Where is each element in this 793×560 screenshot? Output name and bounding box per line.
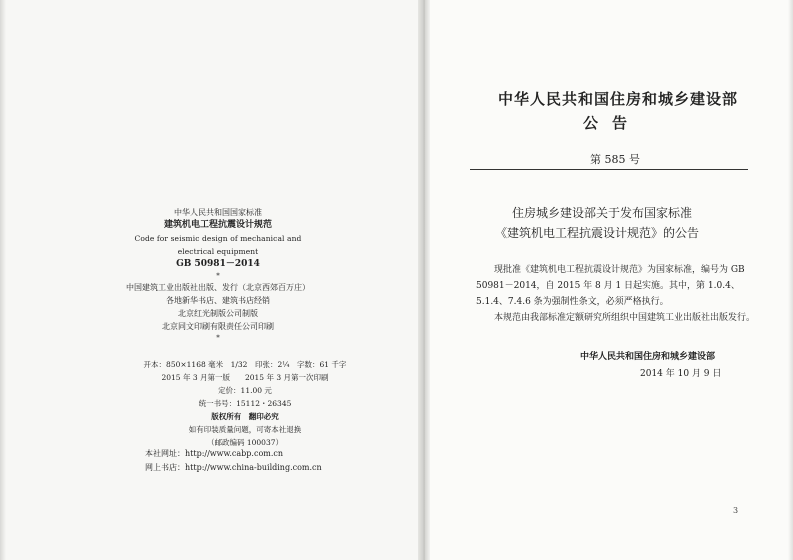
notice-title: 公告 (583, 114, 642, 132)
standard-code: GB 50981－2014 (176, 259, 260, 269)
body-paragraph-2: 本规范由我部标准定额研究所组织中国建筑工业出版社出版发行。 (494, 313, 756, 323)
format-line: 开本：850×1168 毫米 1/32 印张：2¼ 字数：61 千字 (143, 360, 347, 369)
standard-series: 中华人民共和国国家标准 (174, 208, 262, 217)
online-store-link[interactable]: 网上书店：http://www.china-building.com.cn (145, 463, 322, 472)
publisher-line: 中国建筑工业出版社出版、发行（北京西郊百万庄） (126, 283, 310, 292)
signature-organization: 中华人民共和国住房和城乡建设部 (580, 352, 716, 362)
standard-title-en-2: electrical equipment (177, 247, 259, 256)
notice-subject-line2: 《建筑机电工程抗震设计规范》的公告 (495, 226, 700, 240)
page-number: 3 (733, 506, 739, 515)
edition-line: 2015 年 3 月第一版 2015 年 3 月第一次印刷 (161, 373, 329, 382)
book-number-line: 统一书号：15112・26345 (198, 399, 292, 408)
quality-line: 如有印装质量问题，可寄本社退换 (188, 425, 302, 434)
separator-star: * (216, 272, 220, 280)
distribution-line: 各地新华书店、建筑书店经销 (166, 296, 270, 305)
colophon-block (118, 206, 318, 343)
signature-date: 2014 年 10 月 9 日 (640, 369, 722, 379)
separator-star: * (216, 334, 220, 342)
page-edge-shadow (0, 0, 6, 560)
body-paragraph-1: 现批准《建筑机电工程抗震设计规范》为国家标准，编号为 GB 50981－2014，自 2015 年 8 月 1 日起实施。其中，第 1.0.4、5.1.4、7.4.6 条为强制性条文，必须严格执行。 (476, 265, 745, 307)
price-line: 定价：11.00 元 (218, 386, 272, 395)
heading-rule (470, 169, 748, 170)
standard-title-cn: 建筑机电工程抗震设计规范 (163, 220, 272, 230)
ministry-heading: 中华人民共和国住房和城乡建设部 (498, 90, 739, 108)
notice-body (476, 262, 756, 326)
notice-subject-line1: 住房城乡建设部关于发布国家标准 (512, 206, 693, 220)
postcode-line: （邮政编码 100037） (206, 438, 283, 447)
book-gutter (418, 0, 430, 560)
print-specs-block (135, 358, 355, 449)
typesetting-line: 北京红光制版公司制版 (178, 309, 258, 318)
publisher-site-link[interactable]: 本社网址：http://www.cabp.com.cn (145, 449, 284, 458)
notice-number: 第 585 号 (590, 153, 640, 166)
publisher-urls (145, 447, 322, 475)
rights-line: 版权所有 翻印必究 (211, 412, 279, 421)
standard-title-en-1: Code for seismic design of mechanical and (134, 234, 302, 243)
page-edge-shadow (788, 0, 793, 560)
printing-line: 北京同文印刷有限责任公司印刷 (162, 322, 274, 331)
